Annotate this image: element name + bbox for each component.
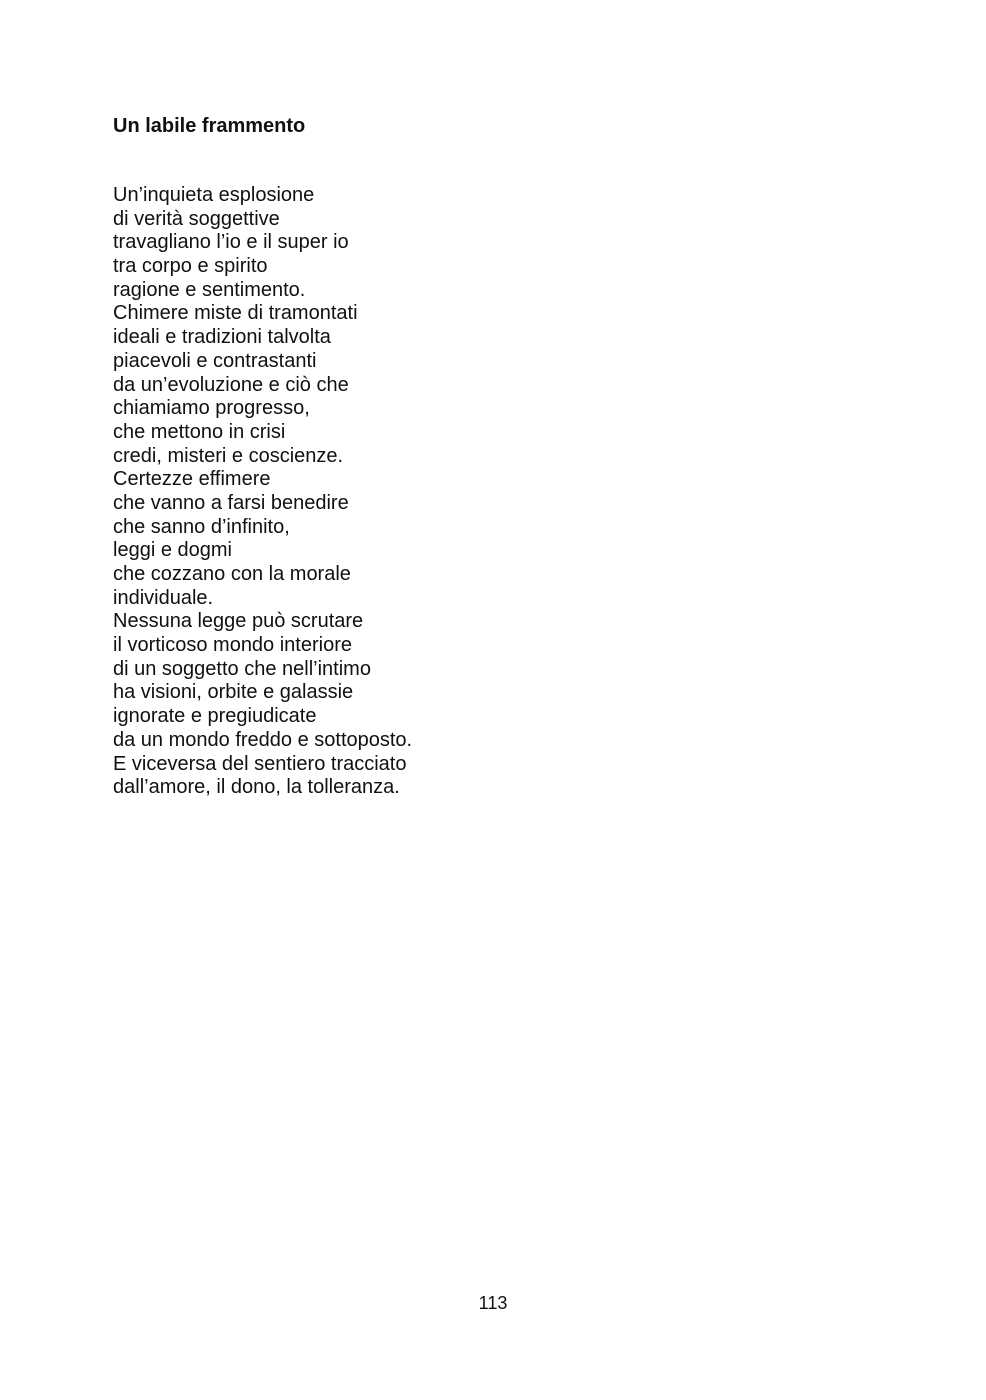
poem-line: piacevoli e contrastanti: [113, 349, 317, 372]
poem-line: Certezze effimere: [113, 468, 271, 491]
poem-line: E viceversa del sentiero tracciato: [113, 752, 407, 775]
poem-line: ragione e sentimento.: [113, 278, 306, 301]
poem-line: da un mondo freddo e sottoposto.: [113, 728, 413, 751]
poem-line: tra corpo e spirito: [113, 255, 268, 278]
poem-line: ignorate e pregiudicate: [113, 705, 317, 728]
poem-line: che vanno a farsi benedire: [113, 491, 349, 514]
poem-line: chiamiamo progresso,: [113, 397, 310, 420]
page-number: 113: [478, 1293, 508, 1313]
poem-line: che sanno d’infinito,: [113, 515, 290, 538]
poem-body: [113, 184, 412, 800]
poem-line: il vorticoso mondo interiore: [113, 634, 352, 657]
poem-line: Un’inquieta esplosione: [113, 184, 315, 206]
poem-line: che cozzano con la morale: [113, 563, 351, 585]
poem-line: di verità soggettive: [113, 207, 280, 230]
poem-line: Nessuna legge può scrutare: [113, 610, 364, 633]
poem-line: Chimere miste di tramontati: [113, 302, 358, 325]
poem-line: da un’evoluzione e ciò che: [113, 373, 349, 396]
poem-line: ha visioni, orbite e galassie: [113, 681, 354, 704]
poem-line: individuale.: [113, 586, 214, 609]
poem-line: dall’amore, il dono, la tolleranza.: [113, 776, 400, 799]
poem-line: leggi e dogmi: [113, 539, 232, 562]
poem-line: travagliano l’io e il super io: [113, 231, 349, 254]
poem-line: ideali e tradizioni talvolta: [113, 326, 331, 349]
poem-title: Un labile frammento: [113, 115, 306, 137]
poem-line: che mettono in crisi: [113, 420, 286, 443]
poem-line: di un soggetto che nell’intimo: [113, 657, 371, 680]
poem-line: credi, misteri e coscienze.: [113, 444, 344, 467]
